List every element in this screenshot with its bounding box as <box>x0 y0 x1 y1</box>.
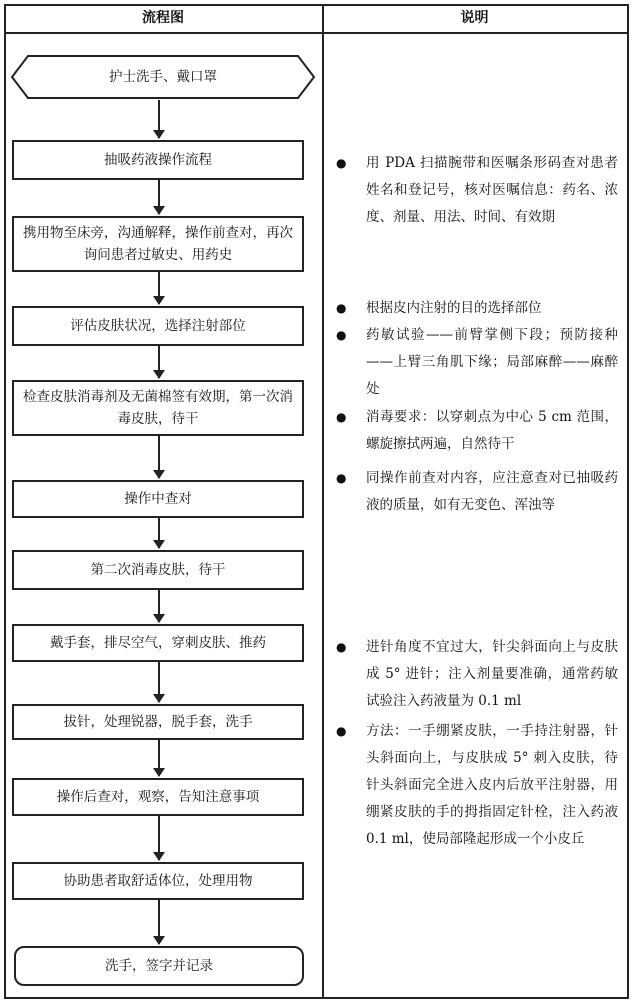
step-label: 第二次消毒皮肤，待干 <box>90 562 226 578</box>
flow-arrow <box>158 272 160 304</box>
note-text: 方法：一手绷紧皮肤，一手持注射器，针头斜面向上，与皮肤成 5° 刺入皮肤，待针头斜面完全进入皮内后放平注射器，用绷紧皮肤的手的拇指固定针栓，注入药液 0.1 ml，使局部隆起形成一个小皮丘 <box>366 723 618 847</box>
note-item <box>336 150 618 231</box>
step-start <box>14 56 312 98</box>
step-label: 拔针，处理锐器，脱手套，洗手 <box>63 714 253 730</box>
step-first-disinfection <box>12 380 304 436</box>
step-assess-skin <box>12 306 304 346</box>
step-inject <box>12 624 304 662</box>
step-draw-medication <box>12 140 304 180</box>
bullet-icon: ● <box>336 471 347 485</box>
note-text: 同操作前查对内容，应注意查对已抽吸药液的质量，如有无变色、浑浊等 <box>366 470 618 513</box>
step-position-patient <box>12 862 304 900</box>
flow-arrow <box>158 590 160 622</box>
note-text: 药敏试验——前臂掌侧下段；预防接种——上臂三角肌下缘；局部麻醉——麻醉处 <box>366 327 618 397</box>
note-item <box>336 634 618 715</box>
bullet-icon: ● <box>336 156 347 170</box>
step-label: 评估皮肤状况，选择注射部位 <box>70 318 246 334</box>
flow-arrow <box>158 816 160 860</box>
step-second-disinfection <box>12 550 304 590</box>
note-item <box>336 465 618 519</box>
flow-arrow <box>158 662 160 702</box>
step-post-check <box>12 778 304 816</box>
step-label: 戴手套，排尽空气，穿刺皮肤、推药 <box>50 635 266 651</box>
flow-arrow <box>158 518 160 548</box>
bullet-icon: ● <box>336 301 347 315</box>
step-in-process-check <box>12 480 304 518</box>
note-item <box>336 295 618 322</box>
step-label: 操作后查对，观察，告知注意事项 <box>56 789 260 805</box>
bullet-icon: ● <box>336 410 347 424</box>
step-label: 检查皮肤消毒剂及无菌棉签有效期，第一次消毒皮肤，待干 <box>23 389 293 427</box>
header-divider <box>4 32 627 34</box>
header-flowchart: 流程图 <box>142 10 184 26</box>
note-text: 进针角度不宜过大，针尖斜面向上与皮肤成 5° 进针；注入剂量要准确，通常药敏试验注入药液量为 0.1 ml <box>366 639 618 709</box>
step-label: 洗手，签字并记录 <box>105 958 213 974</box>
note-text: 消毒要求：以穿刺点为中心 5 cm 范围，螺旋擦拭两遍，自然待干 <box>366 409 618 452</box>
bullet-icon: ● <box>336 640 347 654</box>
step-end <box>14 946 304 986</box>
note-text: 根据皮内注射的目的选择部位 <box>366 300 542 316</box>
flow-arrow <box>158 100 160 138</box>
note-text: 用 PDA 扫描腕带和医嘱条形码查对患者姓名和登记号，核对医嘱信息：药名、浓度、剂量、用法、时间、有效期 <box>366 155 618 225</box>
step-label: 操作中查对 <box>124 491 192 507</box>
flow-arrow <box>158 346 160 378</box>
header-description: 说明 <box>460 10 489 26</box>
flow-arrow <box>158 180 160 214</box>
step-withdraw-needle <box>12 704 304 740</box>
bullet-icon: ● <box>336 724 347 738</box>
flow-arrow <box>158 436 160 478</box>
note-item <box>336 322 618 403</box>
step-label: 护士洗手、戴口罩 <box>109 69 217 85</box>
note-item <box>336 718 618 853</box>
column-divider <box>322 4 324 999</box>
bullet-icon: ● <box>336 328 347 342</box>
step-label: 协助患者取舒适体位，处理用物 <box>63 873 253 889</box>
step-label: 携用物至床旁，沟通解释，操作前查对，再次询问患者过敏史、用药史 <box>23 225 293 263</box>
step-label: 抽吸药液操作流程 <box>104 152 212 168</box>
note-item <box>336 404 618 458</box>
procedure-table <box>4 4 629 999</box>
flow-arrow <box>158 900 160 944</box>
step-bedside-check <box>12 216 304 272</box>
flow-arrow <box>158 740 160 776</box>
